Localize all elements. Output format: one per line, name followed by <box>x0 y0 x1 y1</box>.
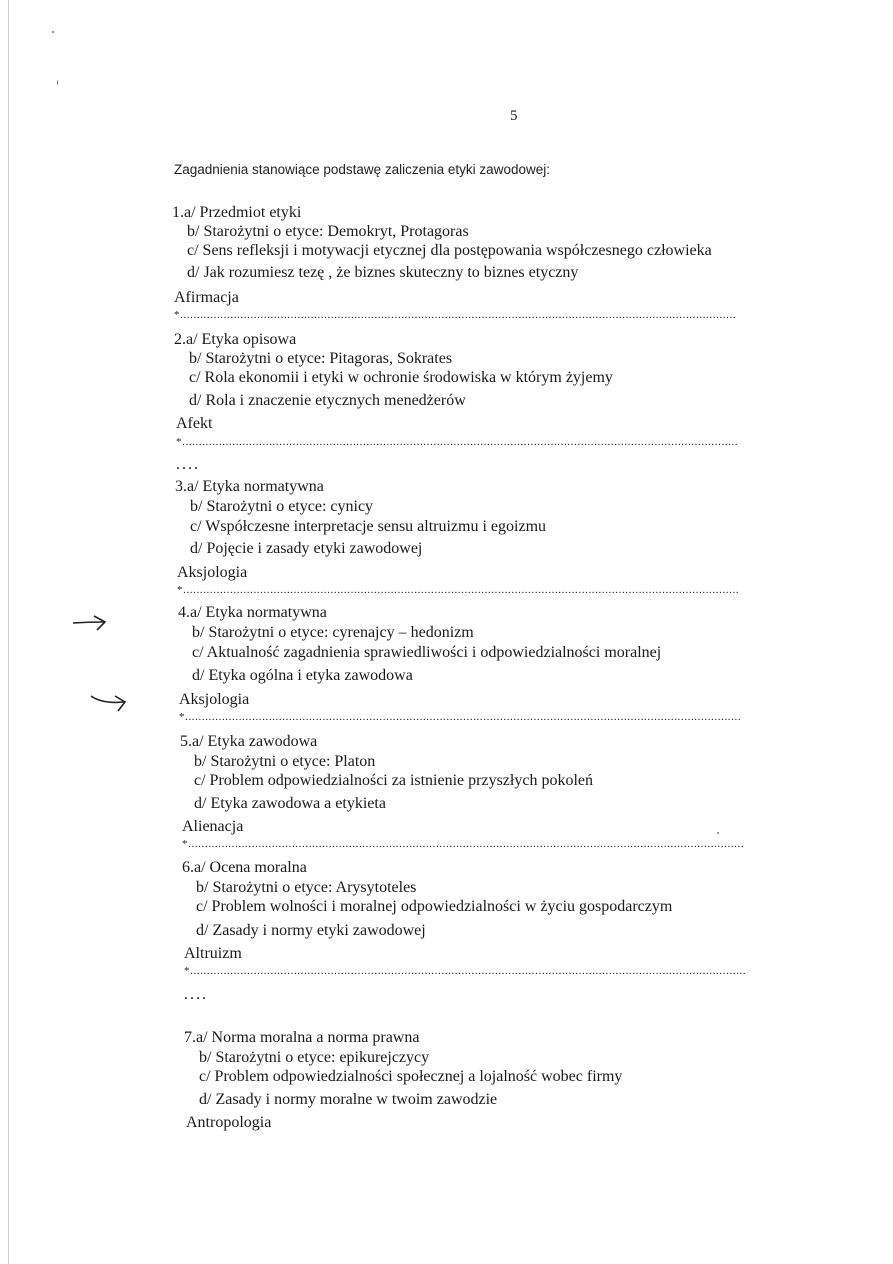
topic-1-c: c/ Sens refleksji i motywacji etycznej dla postępowania współczesnego człowieka <box>187 242 712 259</box>
topic-4-b: b/ Starożytni o etyce: cyrenajcy – hedonizm <box>192 624 474 641</box>
topic-1-d: d/ Jak rozumiesz tezę , że biznes skuteczny to biznes etyczny <box>187 264 579 281</box>
topic-3-dots: *...................................................................................................................................................................... <box>177 584 740 596</box>
topic-6-d: d/ Zasady i normy etyki zawodowej <box>196 922 426 939</box>
topic-6-c: c/ Problem wolności i moralnej odpowiedzialności w życiu gospodarczym <box>196 898 673 915</box>
topic-4-a: 4.a/ Etyka normatywna <box>178 604 327 621</box>
topic-6-ellipsis: .... <box>184 986 208 1003</box>
topic-2-dots: *...................................................................................................................................................................... <box>176 436 739 448</box>
topic-4-term: Aksjologia <box>179 691 250 708</box>
topic-7-d: d/ Zasady i normy moralne w twoim zawodzie <box>199 1091 498 1108</box>
intro-heading: Zagadnienia stanowiące podstawę zaliczenia etyki zawodowej: <box>174 162 550 177</box>
topic-7-term: Antropologia <box>186 1114 272 1131</box>
arrow-icon <box>88 693 132 715</box>
topic-4-c: c/ Aktualność zagadnienia sprawiedliwości i odpowiedzialności moralnej <box>192 644 662 661</box>
topic-1-a: 1.a/ Przedmiot etyki <box>172 204 302 221</box>
topic-2-c: c/ Rola ekonomii i etyki w ochronie środowiska w którym żyjemy <box>189 369 613 386</box>
arrow-icon <box>70 612 110 634</box>
topic-3-d: d/ Pojęcie i zasady etyki zawodowej <box>190 540 423 557</box>
topic-6-b: b/ Starożytni o etyce: Arysytoteles <box>196 879 417 896</box>
topic-2-a: 2.a/ Etyka opisowa <box>174 331 297 348</box>
topic-1-dots: *...................................................................................................................................................................... <box>174 309 737 321</box>
topic-3-term: Aksjologia <box>177 564 248 581</box>
topic-2-term: Afekt <box>176 415 213 432</box>
topic-6-dots: *...................................................................................................................................................................... <box>184 965 747 977</box>
topic-4-dots: *...................................................................................................................................................................... <box>179 711 742 723</box>
topic-5-b: b/ Starożytni o etyce: Platon <box>194 753 376 770</box>
topic-5-c: c/ Problem odpowiedzialności za istnienie przyszłych pokoleń <box>194 772 593 789</box>
topic-7-a: 7.a/ Norma moralna a norma prawna <box>184 1029 420 1046</box>
topic-5-term: Alienacja <box>182 818 244 835</box>
topic-4-d: d/ Etyka ogólna i etyka zawodowa <box>192 667 413 684</box>
topic-1-term: Afirmacja <box>174 289 239 306</box>
topic-3-c: c/ Współczesne interpretacje sensu altruizmu i egoizmu <box>190 518 547 535</box>
topic-2-b: b/ Starożytni o etyce: Pitagoras, Sokrates <box>189 350 453 367</box>
topic-3-b: b/ Starożytni o etyce: cynicy <box>190 498 374 515</box>
topic-5-a: 5.a/ Etyka zawodowa <box>180 733 318 750</box>
topic-5-d: d/ Etyka zawodowa a etykieta <box>194 795 386 812</box>
page-edge <box>8 0 9 1264</box>
topic-2-d: d/ Rola i znaczenie etycznych menedżerów <box>189 392 466 409</box>
topic-3-a: 3.a/ Etyka normatywna <box>175 478 324 495</box>
scan-speck <box>52 31 54 33</box>
topic-5-dots: *...................................................................................................................................................................... <box>182 838 745 850</box>
topic-6-term: Altruizm <box>184 945 242 962</box>
scan-speck <box>717 832 719 834</box>
topic-6-a: 6.a/ Ocena moralna <box>182 859 307 876</box>
topic-2-ellipsis: .... <box>176 456 200 473</box>
topic-1-b: b/ Starożytni o etyce: Demokryt, Protagoras <box>187 223 469 240</box>
topic-7-c: c/ Problem odpowiedzialności społecznej a lojalność wobec firmy <box>199 1068 623 1085</box>
page-number: 5 <box>510 108 518 124</box>
topic-7-b: b/ Starożytni o etyce: epikurejczycy <box>199 1049 430 1066</box>
scan-speck <box>57 80 58 85</box>
